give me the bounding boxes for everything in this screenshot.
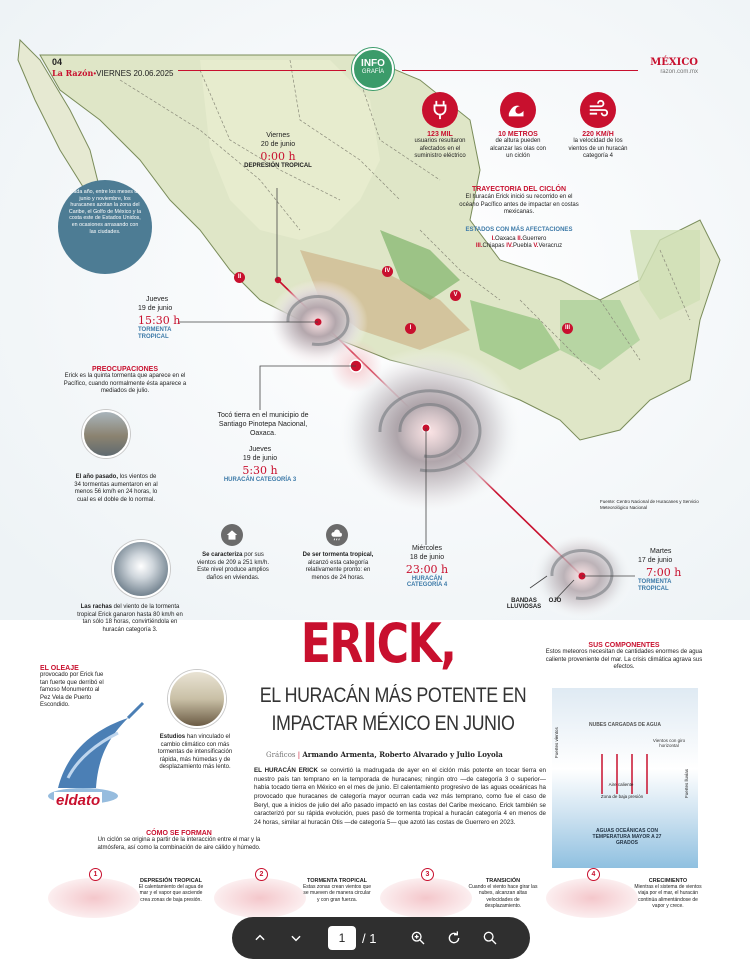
credits: Gráficos | Armando Armenta, Roberto Alvarado y Julio Loyola: [266, 750, 503, 759]
timeline-point-depression: Viernes 20 de junio 0:00 h DEPRESIÓN TROPICAL: [244, 132, 312, 169]
page-number-input[interactable]: 1: [328, 926, 356, 950]
last-year-block: El año pasado, los vientos de 34 tormentas aumentaron en al menos 56 km/h en 24 horas, lo cual es el doble de lo normal.: [74, 474, 158, 503]
house-icon: [221, 524, 243, 546]
power-plug-icon: [422, 92, 458, 128]
subtitle-line1: EL HURACÁN MÁS POTENTE EN: [259, 684, 527, 707]
body-text: EL HURACÁN ERICK se convirtió la madrugada de ayer en el ciclón más potente en tocar tierra en nuestro país tan temprano en la temporada de huracanes; ningún otro —de categoría 3 o superior— había tocado tierra en México en el mes de junio. El calentamiento progresivo de las aguas oceánicas ha provocado que huracanes de categoría mayor ocurran cada vez más temprano, como fue el caso de Beryl, que a inicios de julio del año pasado impactó en las costas del Caribe mexicano. Erick también se caracterizó por su rápida evolución, pues pasó de tormenta tropical a huracán categoría 4 en menos de 24 horas, similar al huracán Otis —de categoría 5— que azotó las costas de Guerrero en 2023.: [254, 767, 546, 827]
map-marker-puebla: IV: [382, 266, 393, 277]
label-rain-bands: BANDAS LLUVIOSAS: [506, 598, 542, 610]
swell-block: EL OLEAJE provocado por Erick fue tan fuerte que derribó el famoso Monumento al Pez Vela de Puerto Escondido.: [40, 665, 104, 708]
stat-wind: 220 KM/H la velocidad de los vientos de un huracán categoría 4: [566, 92, 630, 161]
trajectory-title: TRAYECTORIA DEL CICLÓN: [471, 186, 567, 193]
subtitle-line2: IMPACTAR MÉXICO EN JUNIO: [271, 712, 515, 735]
search-icon: [482, 930, 498, 946]
header-dateline: La Razón•VIERNES 20.06.2025: [52, 68, 174, 78]
timeline-point-start: Martes 17 de junio 7:00 h TORMENTA TROPICAL: [638, 548, 682, 592]
section-title: MÉXICO: [650, 57, 698, 68]
rotate-icon: [446, 930, 462, 946]
stage-3: 3 TRANSICIÓN Cuando el viento hace girar las nubes, alcanzan altas velocidades de desplazamiento.: [380, 868, 544, 918]
characterized-block: Se caracteriza por sus vientos de 209 a 251 km/h. Este nivel produce amplios daños en viviendas.: [196, 552, 270, 581]
gusts-block: Las rachas del viento de la tormenta tropical Erick ganaron hasta 80 km/h en tan sólo 18 horas, convirtiéndola en huracán categoría 3.: [77, 604, 183, 633]
stages-strip: [48, 868, 704, 918]
storm-cloud-icon: [326, 524, 348, 546]
map-marker-veracruz: V: [450, 290, 461, 301]
label-eye: OJO: [548, 598, 562, 604]
season-note-circle: Cada año, entre los meses de junio y noviembre, los huracanes azotan la zona del Caribe, el Golfo de México y la costa este de Estados Unidos, en ocasiones arrasando con las ciudades.: [58, 180, 152, 274]
wave-icon: [500, 92, 536, 128]
states-list: I.Oaxaca II.Guerrero III.Chiapas IV.Puebla V.Veracruz: [475, 235, 563, 249]
concerns-block: PREOCUPACIONES Erick es la quinta tormenta que aparece en el Pacífico, cuando normalmente ésta aparece a mediados de julio.: [63, 366, 187, 394]
page-total: / 1: [362, 930, 377, 946]
wind-icon: [580, 92, 616, 128]
header-rule-right: [402, 70, 638, 71]
trajectory-box: [456, 186, 582, 251]
main-title: ERICK,: [300, 612, 456, 675]
brand-logo: La Razón: [52, 68, 94, 78]
rotate-button[interactable]: [436, 917, 472, 959]
pdf-toolbar: [232, 917, 530, 959]
map-marker-guerrero: II: [234, 272, 245, 283]
stat-waves: 10 METROS de altura pueden alcanzar las olas con un ciclón: [488, 92, 548, 161]
chevron-down-icon: [289, 931, 303, 945]
stage-1: 1 DEPRESIÓN TROPICAL El calentamiento del agua de mar y el vapor que asciende crea zonas de baja presión.: [48, 868, 212, 918]
infografia-badge: INFO GRAFÍA: [352, 48, 394, 90]
zoom-in-icon: [410, 930, 426, 946]
stat-power: 123 MIL usuarios resultaron afectados en el suministro eléctrico: [410, 92, 470, 161]
studies-photo: [168, 670, 226, 728]
components-header: SUS COMPONENTES Estos meteoros necesitan de cantidades enormes de agua caliente proveniente del mar. La crisis climática agrava sus efectos.: [545, 642, 703, 670]
section-site: razon.com.mx: [660, 69, 698, 75]
header-date: VIERNES 20.06.2025: [96, 69, 174, 78]
search-button[interactable]: [472, 917, 508, 959]
stage-2: 2 TORMENTA TROPICAL Estas zonas crean vientos que se mueven de manera circular y con gran fuerza.: [214, 868, 378, 918]
hot-air-arrows: [592, 746, 662, 796]
states-title: ESTADOS CON MÁS AFECTACIONES: [465, 226, 573, 233]
map-marker-oaxaca: I: [405, 323, 416, 334]
timeline-point-cat4: Miércoles 18 de junio 23:00 h HURACÁN CATEGORÍA 4: [405, 545, 449, 588]
trajectory-text: El huracán Erick inició su recorrido en el océano Pacífico antes de impactar en costas mexicanas.: [459, 194, 579, 215]
source-note: Fuente: Centro Nacional de Huracanes y Servicio Meteorológico Nacional: [600, 499, 699, 510]
studies-block: Estudios han vinculado el cambio climático con más tormentas de intensificación rápida, más húmedas y de desplazamiento más lento.: [157, 734, 233, 770]
chevron-up-icon: [253, 931, 267, 945]
last-year-photo: [82, 410, 130, 458]
how-header: CÓMO SE FORMAN Un ciclón se origina a partir de la interacción entre el mar y la atmósfera, así como la combinación de aire cálido y húmedo.: [97, 830, 261, 851]
previous-page-button[interactable]: [242, 917, 278, 959]
stats-row: [410, 92, 630, 172]
gusts-photo: [112, 540, 170, 598]
el-dato-label: eldato: [56, 792, 101, 809]
next-page-button[interactable]: [278, 917, 314, 959]
timeline-point-tropical-storm: Jueves 19 de junio 15:30 h TORMENTA TROPICAL: [138, 296, 181, 341]
storm-block: De ser tormenta tropical, alcanzó esta categoría relativamente pronto: en menos de 24 horas.: [302, 552, 374, 581]
zoom-in-button[interactable]: [400, 917, 436, 959]
map-marker-chiapas: III: [562, 323, 573, 334]
stage-4: 4 CRECIMIENTO Mientras el sistema de vientos viaja por el mar, el huracán continúa alimentándose de vapor y crece.: [546, 868, 704, 918]
page-number: 04: [52, 57, 63, 67]
timeline-point-cat3: Jueves 19 de junio 5:30 h HURACÁN CATEGORÍA 3: [223, 446, 297, 483]
header-rule-left: [178, 70, 346, 71]
components-diagram: NUBES CARGADAS DE AGUA Vientos con giro horizontal Aire caliente Zona de baja presión Fuertes vientos Fuertes lluvias AGUAS OCEÁNICAS CON TEMPERATURA MAYOR A 27 GRADOS: [552, 688, 698, 868]
landfall-note: Tocó tierra en el municipio de Santiago Pinotepa Nacional, Oaxaca.: [217, 412, 309, 437]
